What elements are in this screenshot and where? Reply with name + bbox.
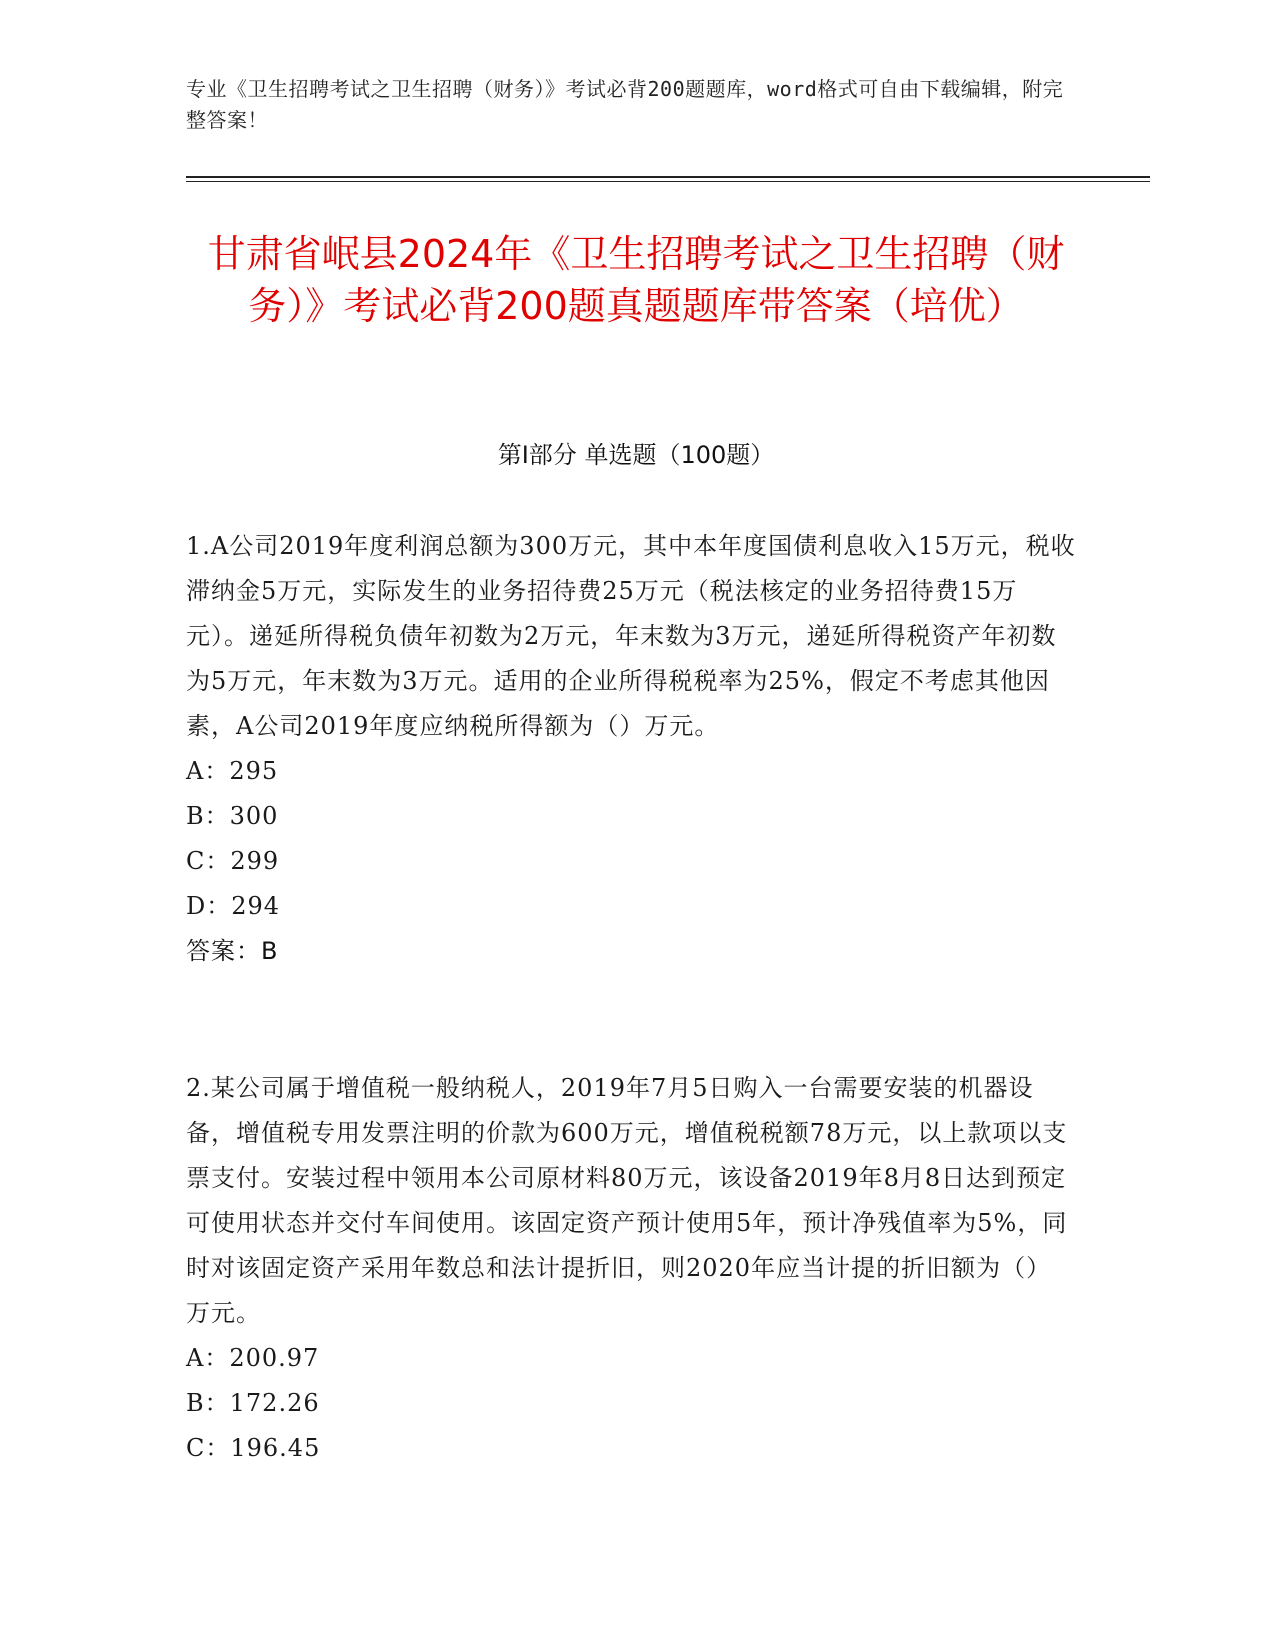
question-1-option-a: A：295 [186,757,279,785]
question-1-option-d: D：294 [186,892,281,920]
question-1-option-c: C：299 [186,847,280,875]
header-divider-thick [186,176,1150,178]
question-1-answer: 答案：B [186,937,279,965]
question-1 [186,524,1076,974]
question-2 [186,1066,1076,1471]
header-note: 专业《卫生招聘考试之卫生招聘（财务）》考试必背200题题库，word格式可自由下载编辑，附完整答案！ [186,77,1064,132]
question-2-option-c: C：196.45 [186,1434,321,1462]
question-2-option-b: B：172.26 [186,1389,320,1417]
document-title: 甘肃省岷县2024年《卫生招聘考试之卫生招聘（财务）》考试必背200题真题题库带答案（培优） [207,232,1065,328]
question-2-text: 2.某公司属于增值税一般纳税人，2019年7月5日购入一台需要安装的机器设备，增值税专用发票注明的价款为600万元，增值税税额78万元，以上款项以支票支付。安装过程中领用本公司原材料80万元，该设备2019年8月8日达到预定可使用状态并交付车间使用。该固定资产预计使用5年，预计净残值率为5%，同时对该固定资产采用年数总和法计提折旧，则2020年应当计提的折旧额为（）万元。 [186,1074,1068,1327]
question-1-text: 1.A公司2019年度利润总额为300万元，其中本年度国债利息收入15万元，税收滞纳金5万元，实际发生的业务招待费25万元（税法核定的业务招待费15万元）。递延所得税负债年初数为2万元，年末数为3万元，递延所得税资产年初数为5万元，年末数为3万元。适用的企业所得税税率为25%，假定不考虑其他因素，A公司2019年度应纳税所得额为（）万元。 [186,532,1076,740]
question-1-option-b: B：300 [186,802,279,830]
section-title: 第Ⅰ部分 单选题（100题） [497,441,775,469]
header-divider-thin [186,181,1150,182]
question-2-option-a: A：200.97 [186,1344,320,1372]
